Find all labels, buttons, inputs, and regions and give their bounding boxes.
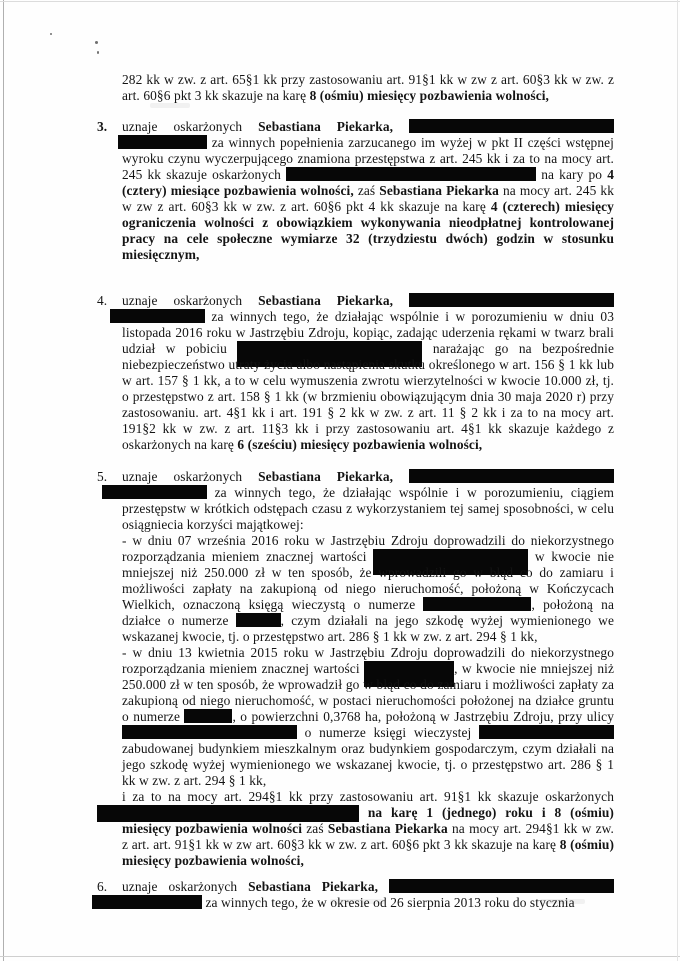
- redaction-box: [409, 469, 614, 483]
- bold-text-segment: 8 (ośmiu) miesięcy pozbawienia wolności,: [309, 88, 550, 103]
- text-block: [122, 469, 614, 533]
- text-segment: uznaje oskarżonych: [122, 119, 259, 134]
- redaction-box: [184, 709, 232, 723]
- text-segment: na kary po: [536, 167, 608, 182]
- text-segment: - w dniu 13 kwietnia 2015 roku w Jastrzębiu Zdroju doprowadzili do niekorzystnego rozporządzania mieniem znacznej wartości: [122, 645, 614, 676]
- bold-text-segment: Sebastiana Piekarka,: [258, 469, 409, 484]
- text-segment: , położoną na działce o numerze: [122, 597, 614, 628]
- text-block: [122, 789, 614, 869]
- text-segment: zaś: [302, 821, 328, 836]
- text-segment: za winnych tego, że w okresie od 26 sierpnia 2013 roku do stycznia: [202, 895, 575, 910]
- bold-text-segment: Sebastiana Piekarka,: [258, 119, 409, 134]
- redaction-box: [110, 309, 205, 323]
- text-block: [122, 645, 614, 789]
- text-segment: , czym działali na jego szkodę wyżej wymienionego we wskazanej kwocie, tj. o przestępstwo art. 286 § 1 kk w zw. z art. 294 § 1 kk,: [122, 613, 614, 644]
- text-segment: uznaje oskarżonych: [122, 469, 259, 484]
- text-block: [122, 879, 614, 911]
- text-segment: za winnych tego, że działając wspólnie i w porozumieniu w dniu 03 listopada 2016 roku w Jastrzębiu Zdroju, kopiąc, zadając uderzenia rękami w twarz brali udział w pobiciu: [122, 309, 614, 356]
- scan-speckle: [97, 51, 99, 54]
- scan-edge-top: [0, 1, 680, 2]
- text-segment: zabudowanej budynkiem mieszkalnym oraz budynkiem gospodarczym, czym działali na jego szkodę wyżej wymienionego we wskazanej kwocie, tj. o przestępstwo art. 286 § 1 kk w zw. z art. 294 § 1 kk,: [122, 741, 614, 788]
- text-segment: zaś: [353, 183, 380, 198]
- document-body: [97, 72, 615, 911]
- redaction-box: [286, 167, 536, 181]
- scan-speckle: [50, 33, 52, 35]
- text-segment: za winnych popełnienia zarzucanego im wyżej w pkt II części wstępnej wyroku czynu wyczerpującego znamiona przestępstwa z art. 245 kk i za to na mocy art. 245 kk skazuje oskarżonych: [122, 135, 614, 182]
- item-number: 5.: [97, 469, 108, 484]
- text-segment: za winnych tego, że działając wspólnie i w porozumieniu, ciągiem przestępstw w krótkich odstępach czasu z wykorzystaniem tej samej sposobności, w celu osiągniecia korzyści majątkowej:: [122, 485, 614, 532]
- judgment-item-3: [97, 119, 614, 263]
- text-segment: i za to na mocy art. 294§1 kk przy zastosowaniu art. 91§1 kk skazuje oskarżonych: [122, 789, 614, 804]
- bold-text-segment: 6 (sześciu) miesięcy pozbawienia wolności,: [237, 437, 483, 452]
- text-segment: 282 kk w zw. z art. 65§1 kk przy zastosowaniu art. 91§1 kk w zw z art. 60§3 kk w zw. z art. 60§6 pkt 3 kk skazuje na karę: [122, 72, 614, 103]
- bold-text-segment: Sebastiana Piekarka,: [248, 879, 389, 894]
- text-segment: o numerze księgi wieczystej: [297, 725, 479, 740]
- text-segment: [359, 805, 368, 820]
- redaction-box: [389, 879, 614, 893]
- text-segment: uznaje oskarżonych: [122, 293, 259, 308]
- text-block: [122, 293, 614, 453]
- redaction-box: [122, 725, 297, 739]
- bold-text-segment: na karę 1 (jednego) roku i 8 (ośmiu) miesięcy pozbawienia wolności: [122, 805, 614, 836]
- bold-text-segment: Sebastiana Piekarka,: [258, 293, 409, 308]
- scan-edge-right: [677, 0, 678, 961]
- scan-speckle: [95, 41, 98, 44]
- item-number: 4.: [97, 293, 108, 308]
- continuation-paragraph: [122, 72, 614, 104]
- redaction-box: [92, 895, 202, 909]
- bold-text-segment: 4 (czterech) miesięcy ograniczenia wolności z obowiązkiem wykonywania nieodpłatnej kontrolowanej pracy na cele społeczne wymiarze 32 (trzydziestu dwóch) godzin w stosunku miesięcznym,: [122, 199, 614, 262]
- redaction-box: [409, 119, 614, 133]
- text-block: [122, 533, 614, 645]
- scan-edge-bottom: [0, 956, 680, 957]
- redaction-box: [102, 485, 207, 499]
- text-segment: uznaje oskarżonych: [122, 879, 249, 894]
- redaction-box: [409, 293, 614, 307]
- redaction-box: [236, 613, 281, 627]
- bold-text-segment: 8 (ośmiu) miesięcy pozbawienia wolności,: [122, 837, 614, 868]
- scan-edge-left: [3, 0, 4, 961]
- text-segment: - w dniu 07 września 2016 roku w Jastrzębiu Zdroju doprowadzili do niekorzystnego rozporządzania mieniem znacznej wartości: [122, 533, 614, 564]
- text-segment: w kwocie nie mniejszej niż 250.000 zł w ten sposób, że wprowadzili go w błąd co do zamiaru i możliwości zapłaty na zakupioną od niego nieruchomość, położoną w Kończycach Wielkich, oznaczoną księgą wieczystą o numerze: [122, 549, 614, 612]
- redaction-box: [118, 135, 207, 149]
- text-segment: na mocy art. 294§1 kk w zw. z art. art. 91§1 kk w zw art. 60§3 kk w zw. z art. 60§6 pkt 3 kk skazuje na karę: [122, 821, 614, 852]
- redaction-box: [97, 805, 359, 822]
- bold-text-segment: Sebastiana Piekarka: [327, 821, 448, 836]
- text-segment: , o powierzchni 0,3768 ha, położoną w Jastrzębiu Zdroju, przy ulicy: [232, 709, 614, 724]
- judgment-item-5: [97, 469, 614, 869]
- text-block: [122, 72, 614, 104]
- item-number: 3.: [97, 119, 108, 134]
- redaction-box: [479, 725, 614, 739]
- text-block: [122, 119, 614, 263]
- text-segment: narażając go na bezpośrednie niebezpieczeństwo utraty życia albo nastąpienia skutku określonego w art. 156 § 1 kk lub w art. 157 § 1 kk, a to w celu wymuszenia zwrotu wierzytelności w kwocie 10.000 zł, tj. o przestępstwo z art. 158 § 1 kk (w brzmieniu obowiązującym dnia 30 maja 2020 r) przy zastosowaniu. art. 4§1 kk i art. 191 § 2 kk w zw. z art. 11 § 2 kk i za to na mocy art. 191§2 kk w zw. z art. 11§3 kk i przy zastosowaniu art. 4§1 kk skazuje każdego z oskarżonych na karę: [122, 341, 615, 452]
- bold-text-segment: 4 (cztery) miesiące pozbawienia wolności,: [122, 167, 614, 198]
- bold-text-segment: Sebastiana Piekarka: [379, 183, 499, 198]
- text-segment: na mocy art. 245 kk w zw z art. 60§3 kk w zw. z art. 60§6 pkt 4 kk skazuje na karę: [122, 183, 614, 214]
- judgment-item-6: [97, 879, 614, 911]
- text-segment: , w kwocie nie mniejszej niż 250.000 zł w ten sposób, że wprowadził go w błąd co do zamiaru i możliwości zapłaty za zakupioną od niego nieruchomość, w postaci nieruchomości położonej na działce gruntu o numerze: [122, 661, 614, 724]
- item-number: 6.: [97, 879, 108, 894]
- redaction-box: [423, 597, 531, 611]
- judgment-item-4: [97, 293, 615, 453]
